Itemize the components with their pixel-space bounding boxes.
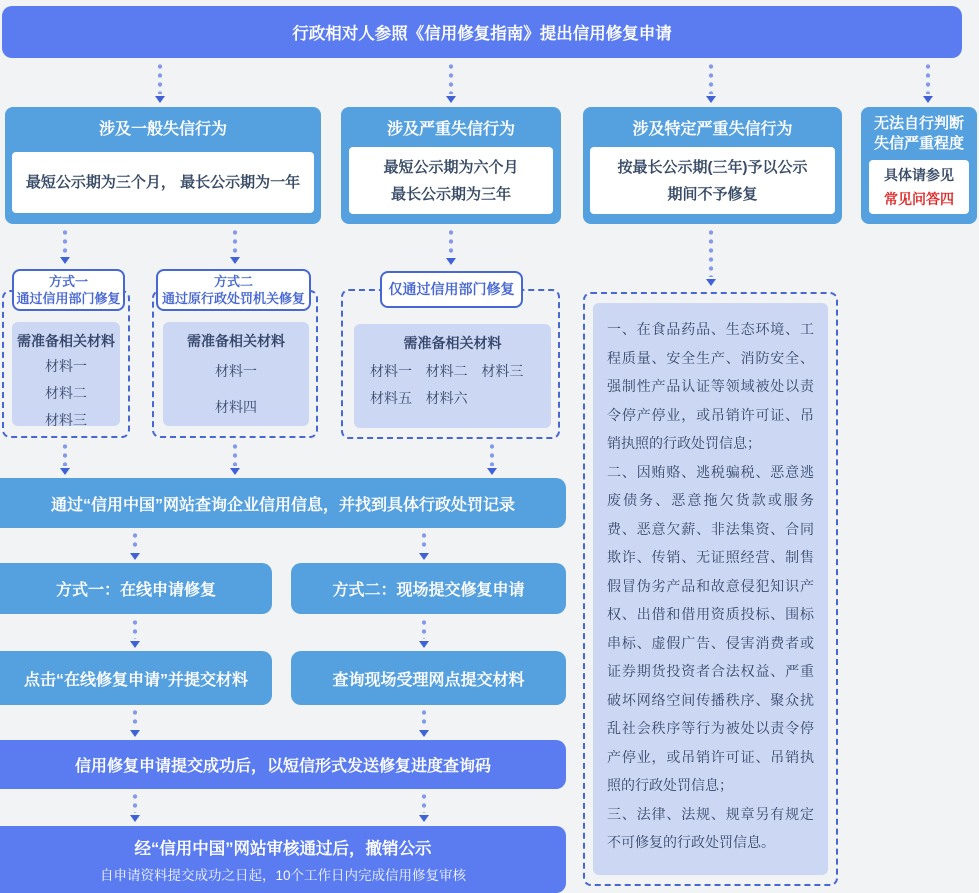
category-unknown-detail [869, 160, 969, 214]
flow-arrow [59, 442, 71, 475]
online-submit-node: 点击“在线修复申请”并提交材料 [0, 651, 272, 705]
category-serious-detail [349, 147, 553, 214]
flow-arrow [486, 442, 498, 475]
material-item: 材料五 [370, 390, 412, 406]
method2-materials-box [152, 290, 318, 438]
material-item: 材料三 [481, 363, 524, 379]
materials-title: 需准备相关材料 [17, 333, 115, 349]
online-method-node: 方式一：在线申请修复 [0, 563, 272, 614]
final-review-note: 自申请资料提交成功之日起，10个工作日内完成信用修复审核 [99, 868, 466, 883]
material-item: 材料四 [215, 399, 257, 415]
query-credit-china-bar: 通过“信用中国”网站查询企业信用信息，并找到具体行政处罚记录 [0, 478, 566, 528]
pill-line: 方式一 [48, 274, 88, 289]
flow-arrow [229, 442, 241, 475]
material-item: 材料一 [45, 358, 87, 374]
flow-arrow [705, 62, 717, 103]
publicity-period-text: 期间不予修复 [667, 185, 758, 203]
flow-arrow [418, 708, 430, 737]
category-unknown [861, 107, 977, 224]
materials-title: 需准备相关材料 [187, 333, 285, 349]
publicity-period-text: 最短公示期为三个月， 最长公示期为一年 [25, 174, 301, 191]
pill-line: 仅通过信用部门修复 [388, 281, 515, 297]
method1-materials-panel [12, 322, 120, 426]
material-item: 材料六 [425, 390, 468, 406]
credit-only-materials-box [341, 289, 560, 439]
offline-method-node: 方式二：现场提交修复申请 [291, 563, 566, 614]
non-repairable-paragraph: 二、因贿赂、逃税骗税、恶意逃废债务、恶意拖欠货款或服务费、恶意欠薪、非法集资、合同欺诈、传销、无证照经营、制售假冒伪劣产品和故意侵犯知识产权、出借和借用资质投标、围标串标、虚假广告、侵害消费者或证券期货投资者合法权益、严重破坏网络空间传播秩序、聚众扰乱社会秩序等行为被处以责令停产停业，或吊销许可证、吊销执照的行政处罚信息； [607, 463, 814, 793]
method2-pill [156, 269, 311, 311]
material-item: 材料一 [215, 363, 257, 379]
category-serious [341, 107, 561, 224]
method2-materials-panel [163, 322, 309, 426]
category-unknown-title [861, 107, 977, 160]
publicity-period-text: 最长公示期为三年 [390, 185, 511, 203]
category-specific-detail [590, 147, 835, 214]
flow-arrow [129, 531, 141, 560]
non-repairable-paragraph: 三、法律、法规、规章另有规定不可修复的行政处罚信息。 [607, 805, 814, 850]
pill-line: 通过原行政处罚机关修复 [161, 291, 305, 306]
pill-line: 方式二 [213, 274, 253, 289]
see-also-text: 具体请参见 [884, 167, 954, 183]
category-general-title: 涉及一般失信行为 [98, 120, 227, 138]
category-general-detail [12, 152, 314, 213]
non-repairable-box [583, 292, 838, 886]
flow-arrow [445, 62, 457, 103]
credit-only-materials-panel [354, 324, 551, 428]
materials-title: 需准备相关材料 [403, 335, 502, 351]
material-item: 材料一 [370, 363, 412, 379]
material-item: 材料二 [45, 385, 87, 401]
flow-arrow [59, 228, 71, 264]
publicity-period-text: 最短公示期为六个月 [383, 158, 519, 176]
method1-materials-box [2, 290, 130, 438]
final-review-title: 经“信用中国”网站审核通过后，撤销公示 [134, 840, 432, 858]
material-item: 材料三 [45, 412, 87, 428]
flow-arrow [129, 792, 141, 822]
final-review-bar [0, 826, 566, 893]
non-repairable-panel [593, 303, 828, 875]
category-specific-title: 涉及特定严重失信行为 [632, 120, 793, 138]
credit-only-pill [380, 271, 523, 308]
method1-pill [12, 269, 125, 311]
title-line: 无法自行判断 [873, 114, 964, 132]
offline-submit-node: 查询现场受理网点提交材料 [291, 651, 566, 705]
publicity-period-text: 按最长公示期(三年)予以公示 [617, 158, 808, 176]
flow-arrow [705, 228, 717, 286]
flow-arrow [418, 792, 430, 822]
flow-arrow [418, 618, 430, 648]
category-serious-title: 涉及严重失信行为 [386, 120, 515, 138]
flow-arrow [418, 531, 430, 560]
banner: 行政相对人参照《信用修复指南》提出信用修复申请 [2, 6, 962, 58]
flow-arrow [129, 618, 141, 648]
category-specific [583, 107, 842, 224]
pill-line: 通过信用部门修复 [16, 291, 121, 306]
title-line: 失信严重程度 [873, 134, 964, 152]
flow-arrow [922, 62, 934, 103]
category-general [5, 107, 321, 224]
flow-arrow [445, 228, 457, 265]
material-item: 材料二 [425, 363, 468, 379]
flow-arrow [154, 62, 166, 103]
non-repairable-paragraph: 一、在食品药品、生态环境、工程质量、安全生产、消防安全、强制性产品认证等领域被处以责令停产停业，或吊销许可证、吊销执照的行政处罚信息； [607, 321, 814, 451]
faq-four-link[interactable]: 常见问答四 [884, 191, 954, 207]
flow-arrow [229, 228, 241, 264]
sms-progress-bar: 信用修复申请提交成功后，以短信形式发送修复进度查询码 [0, 740, 566, 789]
flow-arrow [129, 708, 141, 737]
